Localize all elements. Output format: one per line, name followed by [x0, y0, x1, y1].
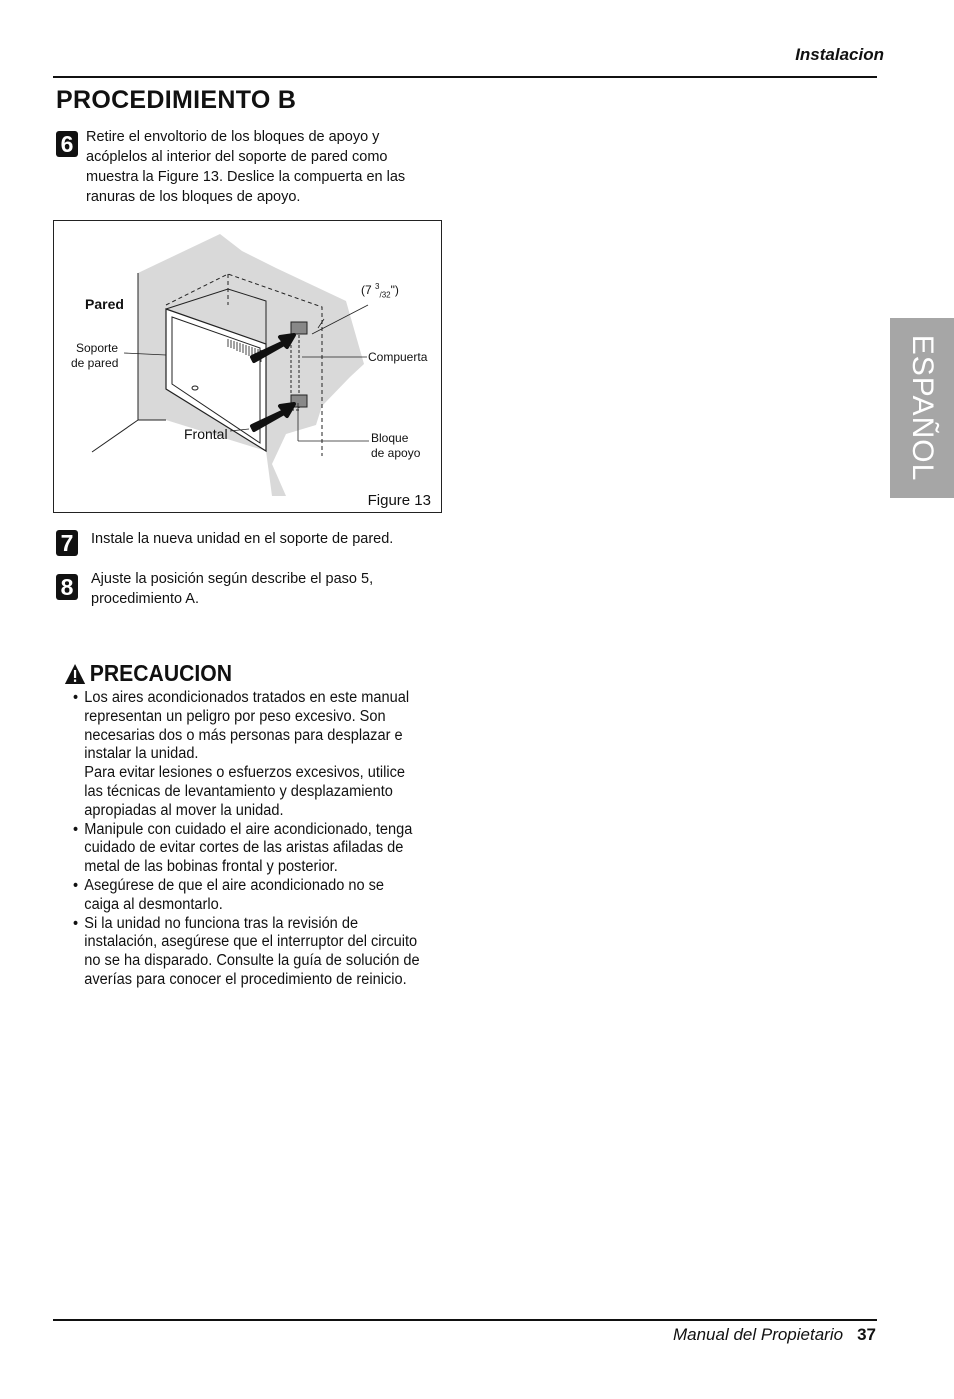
figure-caption: Figure 13 — [367, 492, 431, 509]
step-6-text: Retire el envoltorio de los bloques de apoyo y acóplelos al interior del soporte de pared como muestra la Figure 13. Deslice la compuerta en las ranuras de los bloques de apoyo. — [86, 129, 406, 205]
page-footer — [673, 1325, 876, 1345]
caution-title: PRECAUCION — [89, 660, 233, 686]
step-number-8: 8 — [56, 574, 78, 600]
bottom-rule — [53, 1319, 877, 1321]
step-number-6: 6 — [56, 131, 78, 157]
caution-item: • Asegúrese de que el aire acondicionado no se caiga al desmontarlo. — [73, 877, 421, 915]
caution-item: • Si la unidad no funciona tras la revisión de instalación, asegúrese que el interruptor del circuito no se ha disparado. Consulte la guía de solución de averías para conocer el procedimiento de reinicio. — [73, 915, 421, 990]
caution-item: • Manipule con cuidado el aire acondicionado, tenga cuidado de evitar cortes de las aristas afiladas de metal de las bobinas frontal y posterior. — [73, 821, 421, 877]
label-soporte-2: de pared — [71, 356, 119, 370]
caution-item: • Los aires acondicionados tratados en este manual representan un peligro por peso excesivo. Son necesarias dos o más personas para desplazar e instalar la unidad. Para evitar lesiones o esfuerzos excesivos, utilice las técnicas de levantamiento y desplazamiento apropiadas al mover la unidad. — [73, 689, 421, 821]
label-compuerta: Compuerta — [368, 350, 428, 364]
language-tab — [890, 318, 954, 498]
caution-heading — [64, 660, 232, 687]
label-bloque-2: de apoyo — [371, 446, 421, 460]
label-bloque-1: Bloque — [371, 431, 409, 445]
footer-manual-title: Manual del Propietario — [672, 1325, 844, 1344]
label-frontal: Frontal — [184, 426, 228, 442]
step-number-7: 7 — [56, 530, 78, 556]
label-dimension: (7 $^3_{/32}$") — [361, 282, 399, 300]
caution-list — [73, 689, 443, 990]
top-rule — [53, 76, 877, 78]
page-title: PROCEDIMIENTO B — [56, 86, 297, 114]
section-title: Instalacion — [795, 45, 884, 64]
step-8-text: Ajuste la posición según describe el paso 5, procedimiento A. — [91, 571, 374, 607]
label-pared: Pared — [85, 296, 124, 312]
step-7-text: Instale la nueva unidad en el soporte de pared. — [91, 531, 394, 547]
page-number: 37 — [857, 1325, 876, 1344]
warning-icon — [64, 663, 86, 685]
figure-13 — [53, 220, 442, 513]
language-label: ESPAÑOL — [906, 334, 939, 482]
label-soporte-1: Soporte — [76, 341, 119, 355]
